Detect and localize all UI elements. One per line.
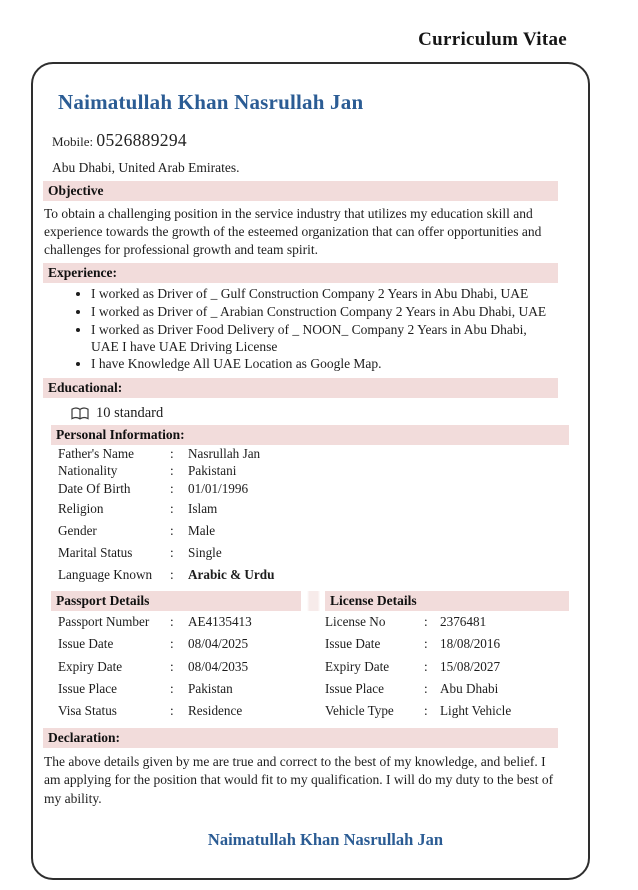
colon-separator: : (170, 636, 174, 652)
colon-separator: : (424, 613, 428, 629)
passport-cell (58, 636, 325, 652)
personal-info-row (51, 463, 569, 481)
row-label: Issue Place (325, 680, 384, 696)
row-value: 2376481 (440, 613, 487, 629)
license-cell (325, 703, 511, 719)
educational-heading: Educational: (43, 378, 558, 398)
colon-separator: : (170, 613, 174, 629)
row-label: Issue Place (58, 680, 117, 696)
row-value: 15/08/2027 (440, 658, 501, 674)
passport-license-row (51, 700, 569, 722)
passport-license-row (51, 611, 569, 633)
row-label: Expiry Date (325, 658, 390, 674)
license-cell (325, 681, 498, 697)
personal-info-row (51, 520, 569, 542)
passport-cell (58, 681, 325, 697)
row-label: Issue Date (58, 636, 114, 652)
row-value: Pakistan (188, 680, 233, 696)
experience-item: • I worked as Driver of _ Arabian Construction Company 2 Years in Abu Dhabi, UAE (91, 304, 553, 321)
colon-separator: : (424, 658, 428, 674)
row-value: 18/08/2016 (440, 636, 501, 652)
personal-information-heading: Personal Information: (51, 425, 569, 445)
mobile-line (52, 130, 588, 151)
colon-separator: : (170, 658, 174, 674)
row-value: 08/04/2035 (188, 658, 249, 674)
colon-separator: : (170, 680, 174, 696)
row-label: Vehicle Type (325, 703, 394, 719)
details-table (51, 425, 569, 722)
declaration-heading: Declaration: (43, 728, 558, 748)
mobile-label: Mobile: (52, 134, 94, 149)
colon-separator: : (424, 680, 428, 696)
colon-separator: : (424, 636, 428, 652)
colon-separator: : (170, 544, 174, 560)
colon-separator: : (170, 703, 174, 719)
experience-heading: Experience: (43, 263, 558, 283)
row-value: AE4135413 (188, 613, 252, 629)
objective-heading: Objective (43, 181, 558, 201)
document-title: Curriculum Vitae (418, 29, 567, 50)
mobile-number: 0526889294 (96, 130, 187, 150)
row-value: Male (188, 522, 216, 538)
row-value: Islam (188, 500, 218, 516)
row-label: Religion (58, 500, 104, 516)
passport-license-row (51, 633, 569, 655)
personal-info-row (51, 542, 569, 564)
row-label: Issue Date (325, 636, 381, 652)
personal-info-row (51, 564, 569, 586)
row-value: Nasrullah Jan (188, 445, 261, 461)
header-gap (301, 591, 325, 611)
row-label: Visa Status (58, 703, 117, 719)
colon-separator: : (170, 500, 174, 516)
experience-item: • I worked as Driver of _ Gulf Construction Company 2 Years in Abu Dhabi, UAE (91, 286, 553, 303)
license-details-heading: License Details (325, 591, 569, 611)
license-cell (325, 614, 486, 630)
row-value: Arabic & Urdu (188, 566, 275, 582)
row-label: Date Of Birth (58, 480, 131, 496)
signature-name: Naimatullah Khan Nasrullah Jan (207, 830, 444, 850)
passport-license-headers (51, 591, 569, 611)
colon-separator: : (424, 703, 428, 719)
objective-text: To obtain a challenging position in the service industry that utilizes my education skill and experience towards the growth of the esteemed organization that can offer opportunities and challenges for professional growth and team spirit. (44, 206, 542, 257)
row-value: Single (188, 544, 222, 560)
row-label: Marital Status (58, 544, 133, 560)
colon-separator: : (170, 480, 174, 496)
license-cell (325, 659, 500, 675)
colon-separator: : (170, 566, 174, 582)
colon-separator: : (170, 522, 174, 538)
row-value: Light Vehicle (440, 703, 512, 719)
passport-license-row (51, 655, 569, 677)
row-value: 08/04/2025 (188, 636, 249, 652)
passport-details-heading: Passport Details (51, 591, 301, 611)
row-value: Pakistani (188, 463, 237, 479)
colon-separator: : (170, 445, 174, 461)
row-label: Passport Number (58, 613, 150, 629)
row-value: 01/01/1996 (188, 480, 249, 496)
passport-cell (58, 614, 325, 630)
cv-container (31, 62, 590, 880)
row-value: Abu Dhabi (440, 680, 499, 696)
license-cell (325, 636, 500, 652)
experience-item: • I have Knowledge All UAE Location as Google Map. (91, 356, 553, 373)
row-label: Gender (58, 522, 97, 538)
row-label: Language Known (58, 566, 153, 582)
passport-cell (58, 659, 325, 675)
personal-info-row (51, 445, 569, 463)
row-value: Residence (188, 703, 243, 719)
address-line: Abu Dhabi, United Arab Emirates. (52, 160, 240, 175)
row-label: License No (325, 613, 386, 629)
colon-separator: : (170, 463, 174, 479)
open-book-icon (71, 407, 89, 421)
experience-item: • I worked as Driver Food Delivery of _ NOON_ Company 2 Years in Abu Dhabi, UAE I have UAE Driving License (91, 322, 553, 355)
experience-list (43, 286, 553, 373)
row-label: Father's Name (58, 445, 134, 461)
candidate-name: Naimatullah Khan Nasrullah Jan (58, 90, 364, 114)
passport-license-row (51, 678, 569, 700)
row-label: Nationality (58, 463, 118, 479)
passport-cell (58, 703, 325, 719)
education-item (71, 405, 588, 422)
personal-info-row (51, 498, 569, 520)
declaration-text: The above details given by me are true and correct to the best of my knowledge, and belief. I am applying for the position that would fit to my qualification. I will do my duty to the best of my ability. (44, 753, 554, 806)
education-level: 10 standard (96, 405, 164, 422)
personal-info-row (51, 480, 569, 498)
row-label: Expiry Date (58, 658, 123, 674)
